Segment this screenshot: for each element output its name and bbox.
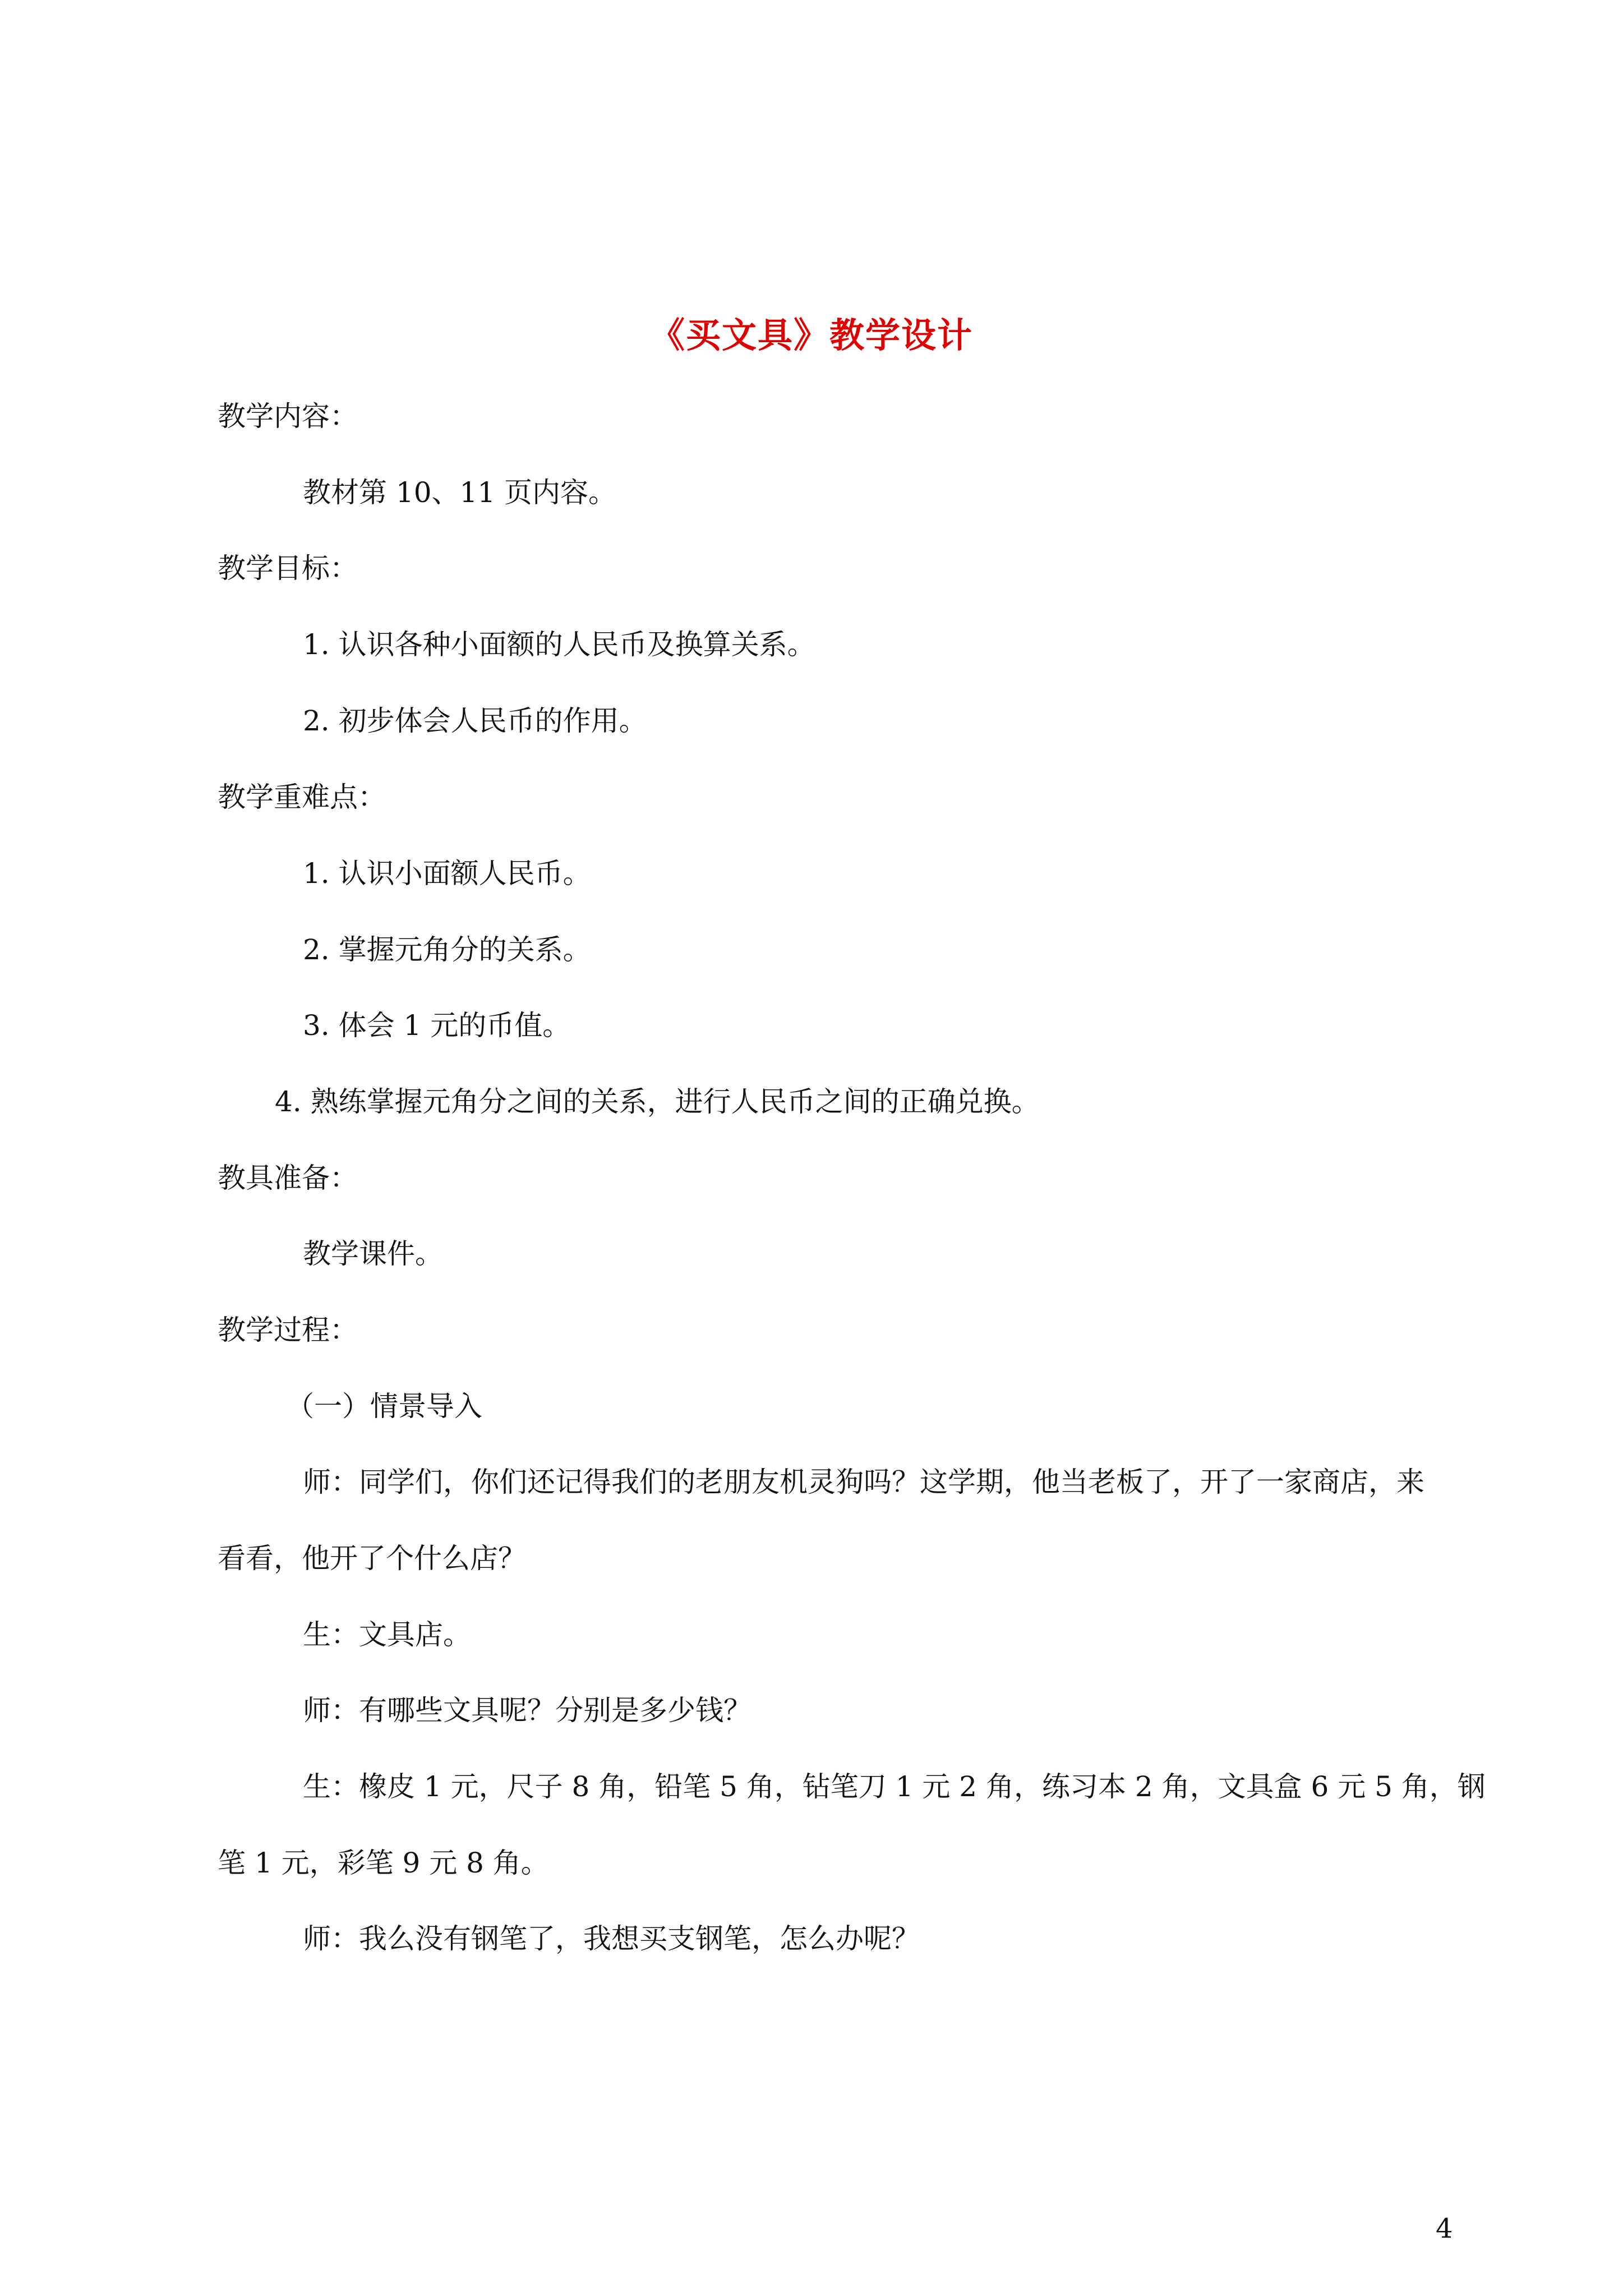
dialog-line: 生：文具店。 (303, 1618, 471, 1651)
dialog-line: 笔 1 元，彩笔 9 元 8 角。 (218, 1847, 549, 1879)
process-heading: 教学过程： (218, 1314, 358, 1346)
tools-heading: 教具准备： (218, 1162, 358, 1194)
goal-item-2: 2. 初步体会人民币的作用。 (303, 705, 647, 737)
tools-text: 教学课件。 (303, 1237, 443, 1270)
keypoint-item-3: 3. 体会 1 元的币值。 (303, 1009, 571, 1042)
content-text: 教材第 10、11 页内容。 (303, 476, 617, 509)
dialog-line: 师：同学们，你们还记得我们的老朋友机灵狗吗？这学期，他当老板了，开了一家商店，来 (303, 1466, 1424, 1498)
content-heading: 教学内容： (218, 400, 358, 432)
dialog-line: 看看，他开了个什么店？ (218, 1542, 526, 1575)
dialog-line: 师：我么没有钢笔了，我想买支钢笔，怎么办呢？ (303, 1922, 920, 1955)
document-title: 《买文具》教学设计 (649, 315, 973, 356)
keypoint-item-4: 4. 熟练掌握元角分之间的关系，进行人民币之间的正确兑换。 (275, 1085, 1040, 1118)
process-step-1: （一）情景导入 (286, 1390, 482, 1423)
page-number: 4 (1436, 2213, 1453, 2244)
goal-item-1: 1. 认识各种小面额的人民币及换算关系。 (303, 628, 815, 661)
goals-heading: 教学目标： (218, 552, 358, 585)
keypoints-heading: 教学重难点： (218, 781, 386, 813)
keypoint-item-1: 1. 认识小面额人民币。 (303, 857, 591, 890)
keypoint-item-2: 2. 掌握元角分的关系。 (303, 933, 591, 966)
dialog-line: 生：橡皮 1 元，尺子 8 角，铅笔 5 角，钻笔刀 1 元 2 角，练习本 2 角，文具盒 6 元 5 角，钢 (303, 1770, 1486, 1803)
dialog-line: 师：有哪些文具呢？分别是多少钱？ (303, 1694, 751, 1727)
